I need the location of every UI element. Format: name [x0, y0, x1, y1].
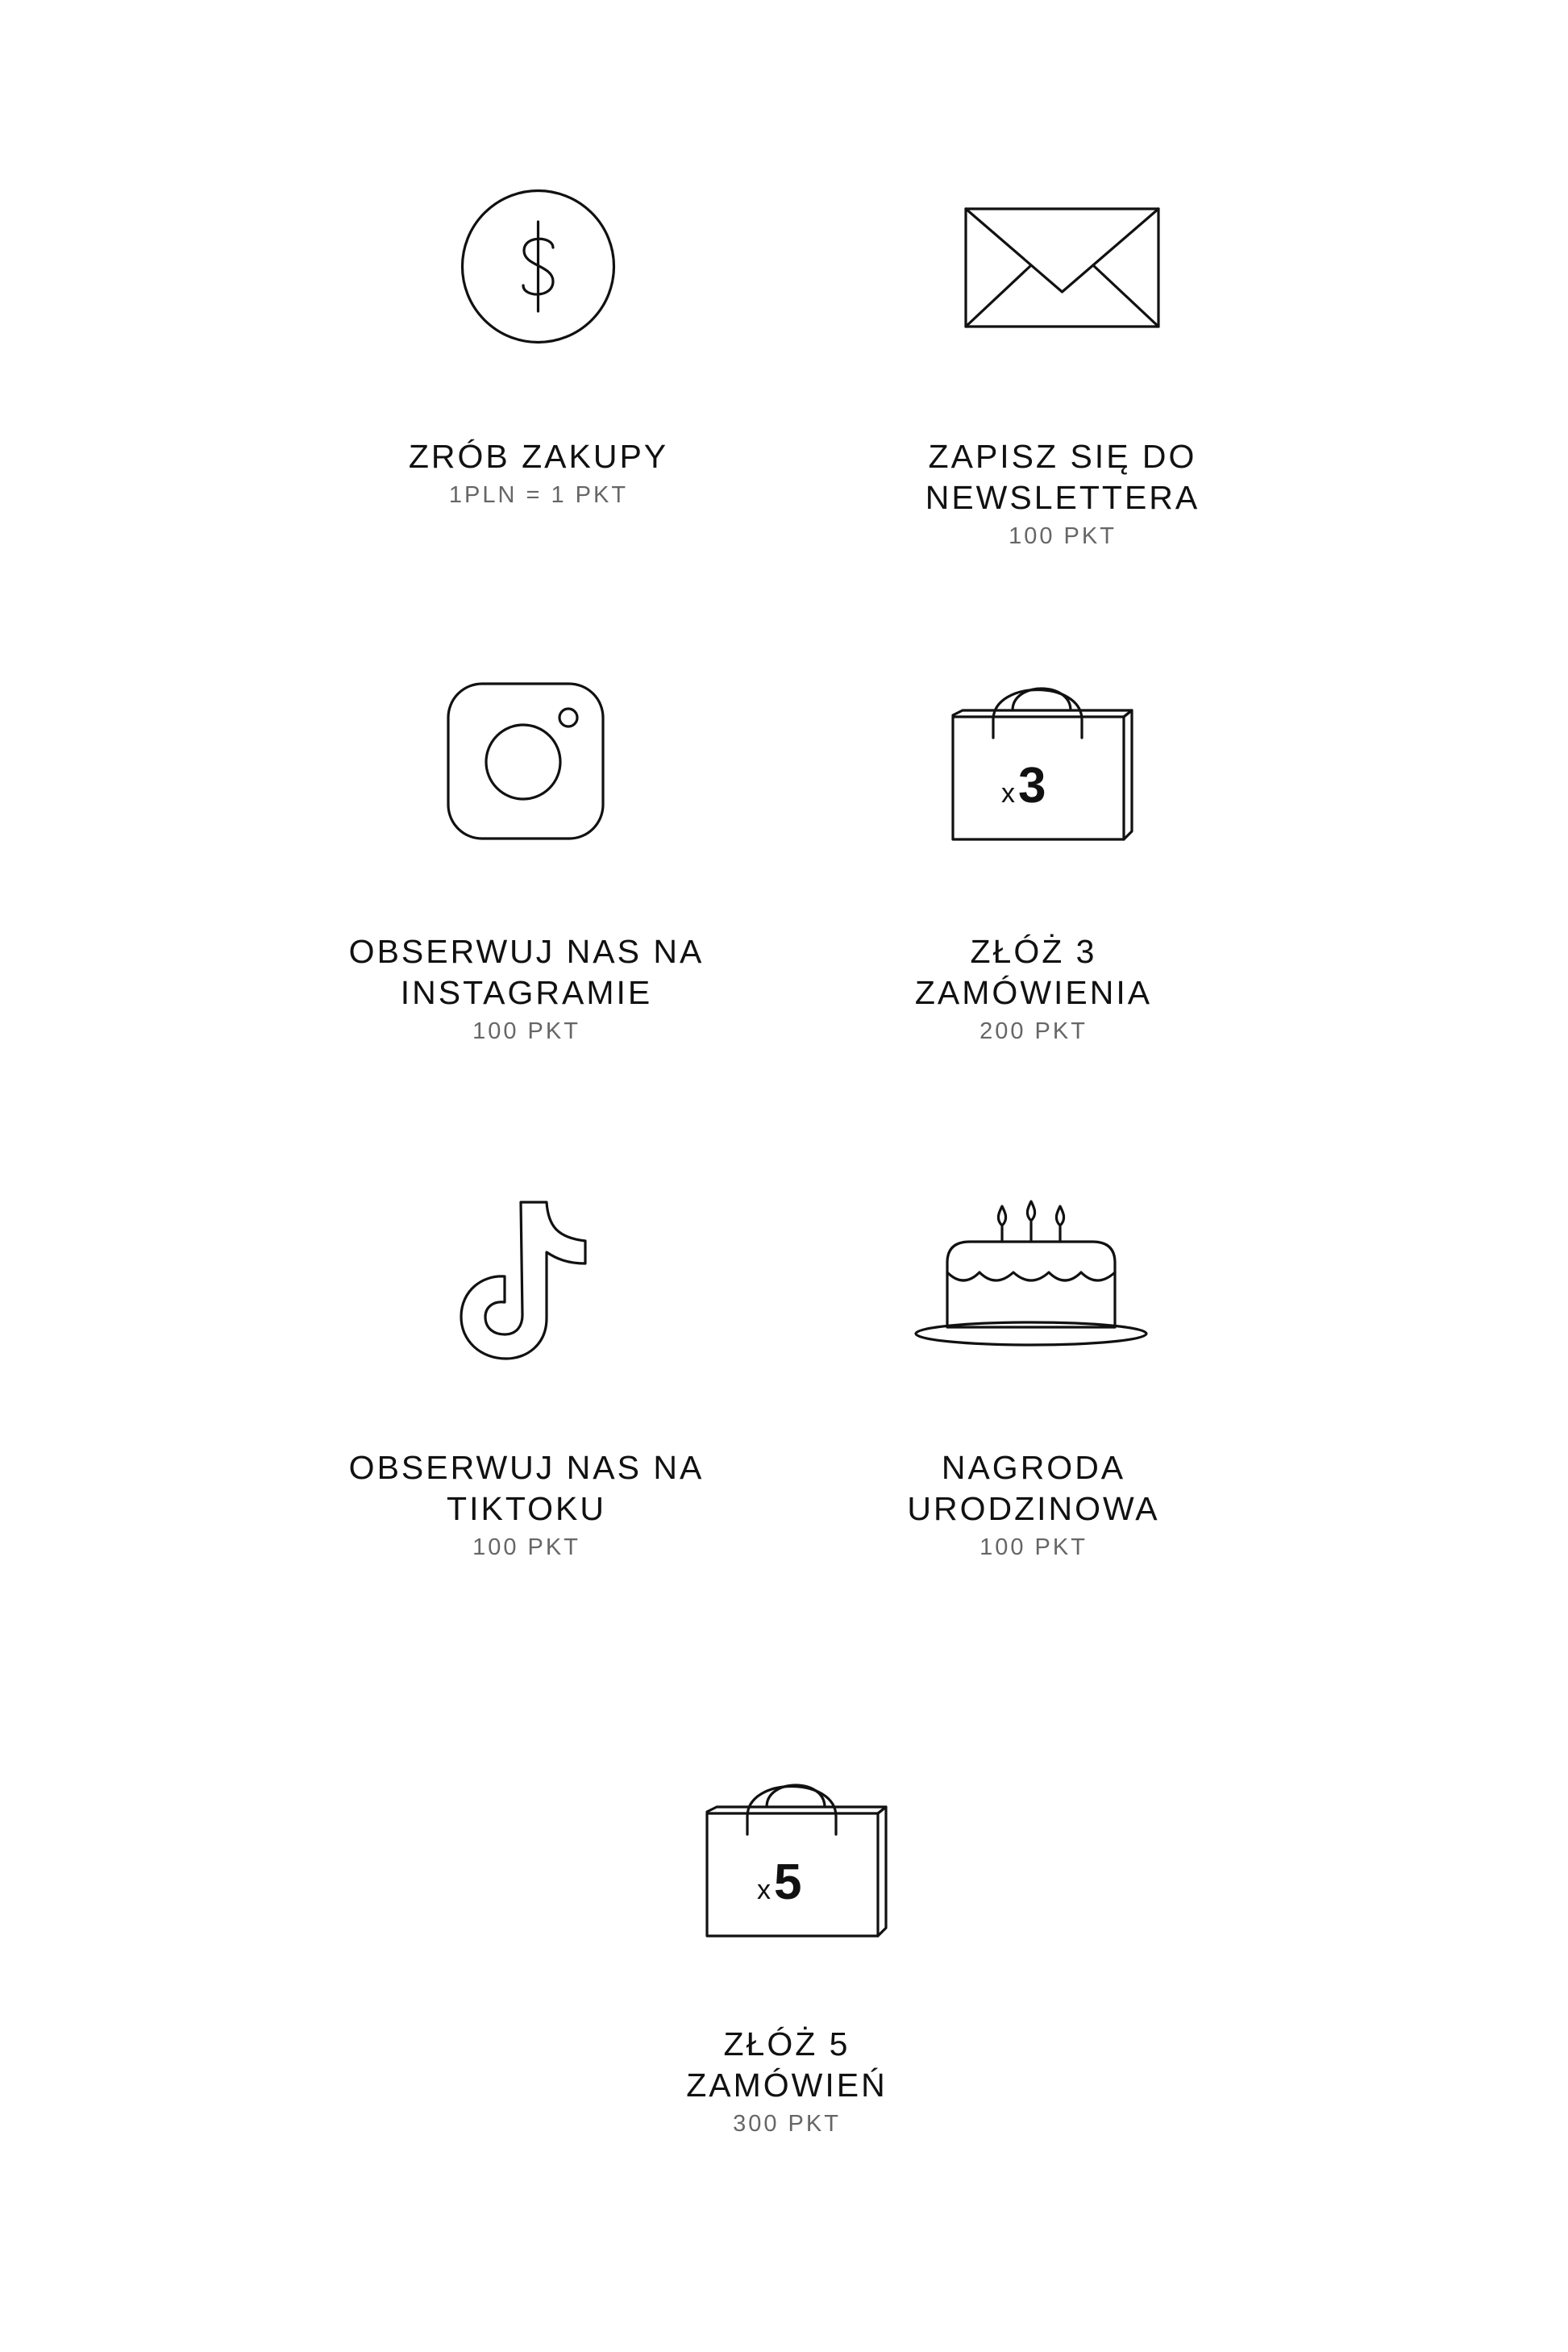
reward-newsletter — [805, 436, 1321, 552]
reward-points: 1PLN = 1 PKT — [448, 482, 629, 508]
instagram-icon — [446, 681, 605, 841]
reward-points: 100 PKT — [979, 1534, 1088, 1560]
reward-three-orders — [776, 931, 1291, 1047]
reward-points: 300 PKT — [733, 2111, 841, 2137]
multiplier-prefix: x — [757, 1875, 771, 1905]
reward-points: 100 PKT — [1009, 523, 1117, 549]
shopping-bag-icon — [950, 673, 1135, 843]
reward-label: ZRÓB ZAKUPY — [408, 438, 669, 475]
reward-points: 100 PKT — [472, 1534, 580, 1560]
reward-instagram — [268, 931, 784, 1047]
envelope-icon — [963, 206, 1161, 329]
dollar-coin-icon — [460, 188, 617, 345]
tiktok-icon — [456, 1199, 595, 1360]
reward-points: 200 PKT — [979, 1018, 1088, 1044]
shopping-bag-icon — [704, 1770, 889, 1939]
reward-tiktok — [268, 1447, 784, 1563]
reward-label: OBSERWUJ NAS NA TIKTOKU — [348, 1449, 705, 1527]
reward-birthday — [776, 1447, 1291, 1563]
reward-five-orders — [529, 2024, 1045, 2139]
reward-label: ZŁÓŻ 5 ZAMÓWIEŃ — [686, 2025, 888, 2104]
reward-points: 100 PKT — [472, 1018, 580, 1044]
reward-label: ZAPISZ SIĘ DO NEWSLETTERA — [925, 438, 1200, 516]
multiplier-prefix: x — [1001, 778, 1015, 809]
reward-purchase — [281, 436, 796, 510]
multiplier-value: 3 — [1018, 758, 1046, 814]
reward-label: ZŁÓŻ 3 ZAMÓWIENIA — [914, 933, 1153, 1011]
multiplier-value: 5 — [774, 1855, 802, 1910]
reward-label: OBSERWUJ NAS NA INSTAGRAMIE — [348, 933, 705, 1011]
reward-label: NAGRODA URODZINOWA — [907, 1449, 1160, 1527]
birthday-cake-icon — [913, 1201, 1149, 1350]
